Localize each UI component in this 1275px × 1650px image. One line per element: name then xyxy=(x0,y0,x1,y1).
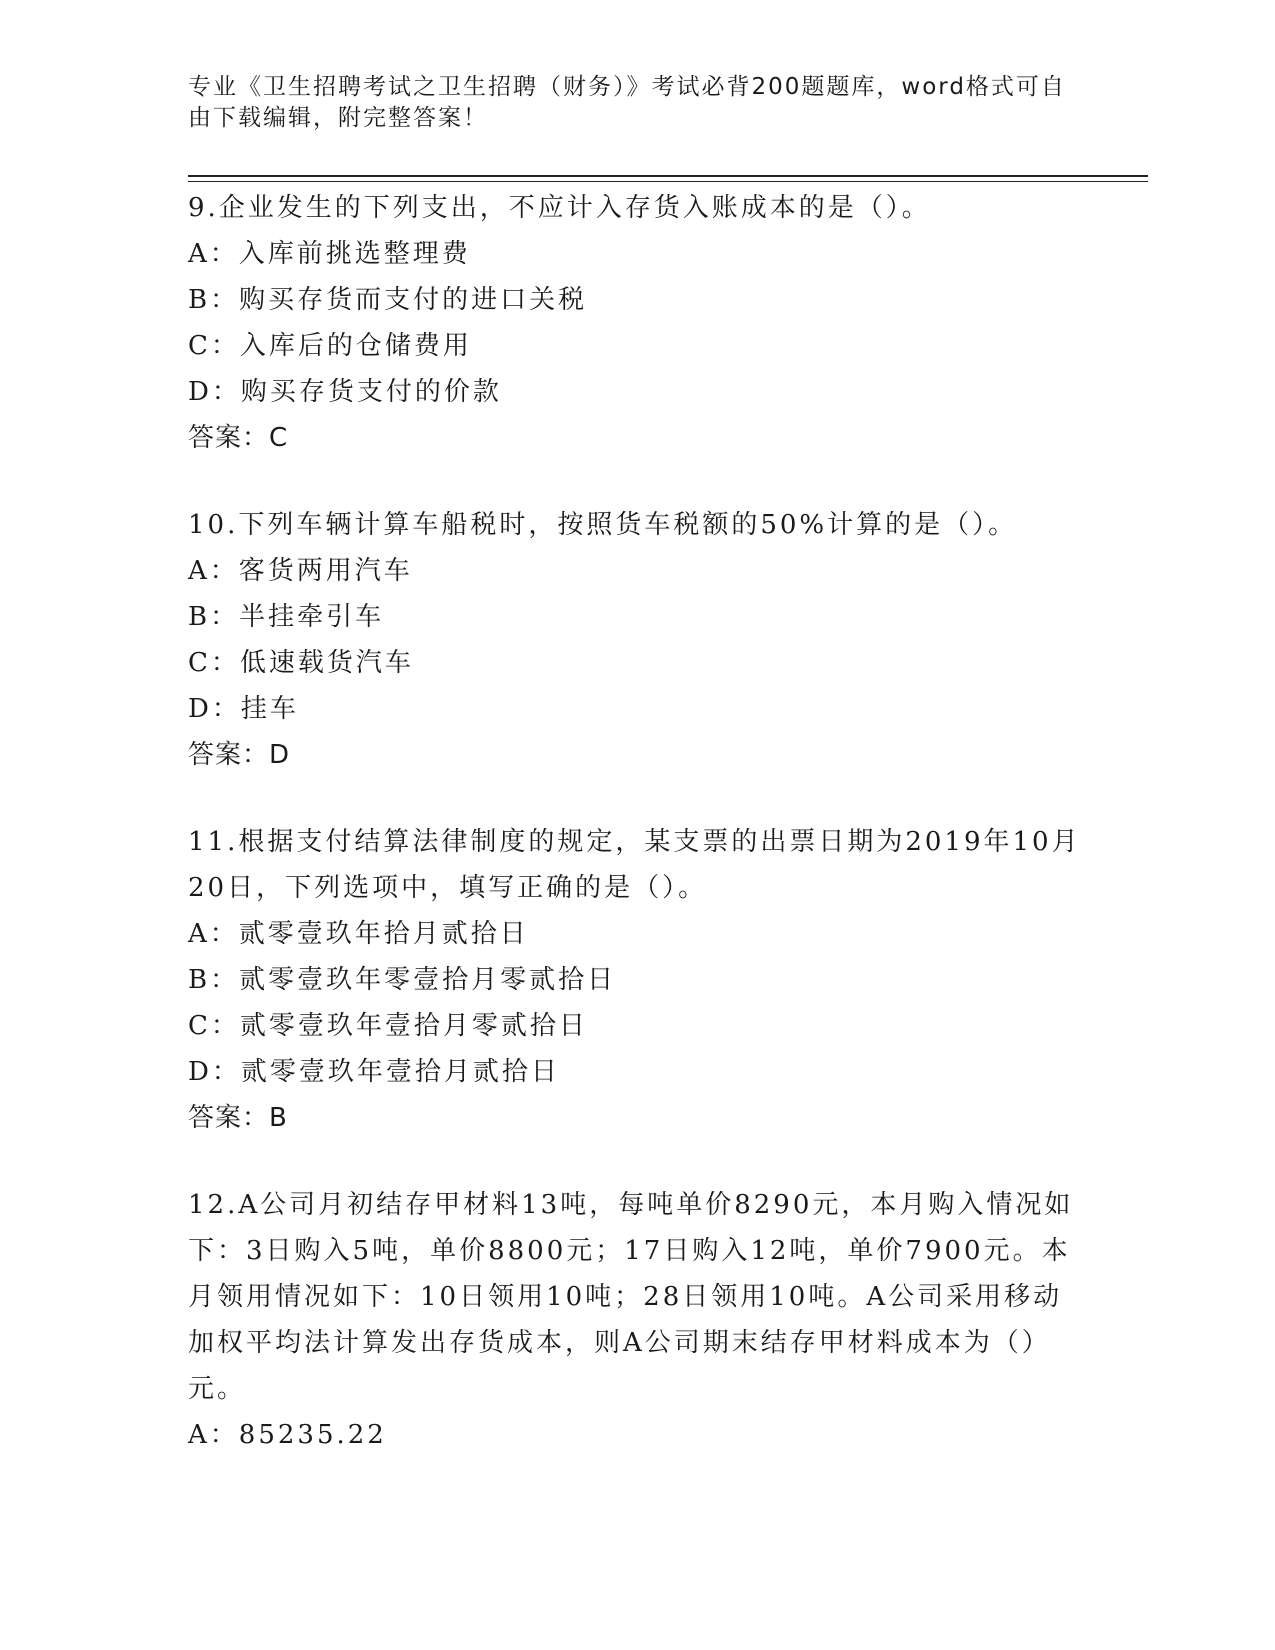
question-stem-line: 月领用情况如下：10日领用10吨；28日领用10吨。A公司采用移动 xyxy=(188,1282,1063,1312)
option-d: D：购买存货支付的价款 xyxy=(188,377,502,407)
option-a: A：入库前挑选整理费 xyxy=(188,239,471,269)
option-c: C：贰零壹玖年壹拾月零贰拾日 xyxy=(188,1011,588,1041)
option-c: C：低速载货汽车 xyxy=(188,648,414,678)
option-b: B：半挂牵引车 xyxy=(188,602,385,632)
header-divider-thick xyxy=(188,175,1148,177)
header-divider-thin xyxy=(188,181,1148,182)
question-list xyxy=(188,185,1081,1499)
document-header xyxy=(188,72,1068,134)
question-10 xyxy=(188,502,1068,778)
answer: 答案：C xyxy=(188,423,289,453)
question-stem: 9.企业发生的下列支出，不应计入存货入账成本的是（）。 xyxy=(188,193,931,223)
option-a: A：85235.22 xyxy=(188,1420,387,1450)
question-stem-line: 元。 xyxy=(188,1374,247,1404)
option-a: A：贰零壹玖年拾月贰拾日 xyxy=(188,919,529,949)
question-12 xyxy=(188,1182,1074,1458)
option-b: B：贰零壹玖年零壹拾月零贰拾日 xyxy=(188,965,617,995)
question-stem-line: 11.根据支付结算法律制度的规定，某支票的出票日期为2019年10月 xyxy=(188,827,1081,857)
question-stem-line: 加权平均法计算发出存货成本，则A公司期末结存甲材料成本为（） xyxy=(188,1328,1051,1358)
option-b: B：购买存货而支付的进口关税 xyxy=(188,285,588,315)
answer: 答案：B xyxy=(188,1103,288,1133)
question-stem-line: 下：3日购入5吨，单价8800元；17日购入12吨，单价7900元。本 xyxy=(188,1236,1071,1266)
option-d: D：贰零壹玖年壹拾月贰拾日 xyxy=(188,1057,560,1087)
header-line-2: 由下载编辑，附完整答案！ xyxy=(188,105,488,131)
option-d: D：挂车 xyxy=(188,694,299,724)
header-line-1: 专业《卫生招聘考试之卫生招聘（财务）》考试必背200题题库，word格式可自 xyxy=(188,74,1066,100)
question-9 xyxy=(188,185,1068,461)
answer: 答案：D xyxy=(188,740,291,770)
question-stem-line: 20日，下列选项中，填写正确的是（）。 xyxy=(188,873,708,903)
question-stem-line: 12.A公司月初结存甲材料13吨，每吨单价8290元，本月购入情况如 xyxy=(188,1190,1074,1220)
option-a: A：客货两用汽车 xyxy=(188,556,413,586)
question-stem: 10.下列车辆计算车船税时，按照货车税额的50%计算的是（）。 xyxy=(188,510,1018,540)
question-11 xyxy=(188,819,1081,1141)
option-c: C：入库后的仓储费用 xyxy=(188,331,472,361)
